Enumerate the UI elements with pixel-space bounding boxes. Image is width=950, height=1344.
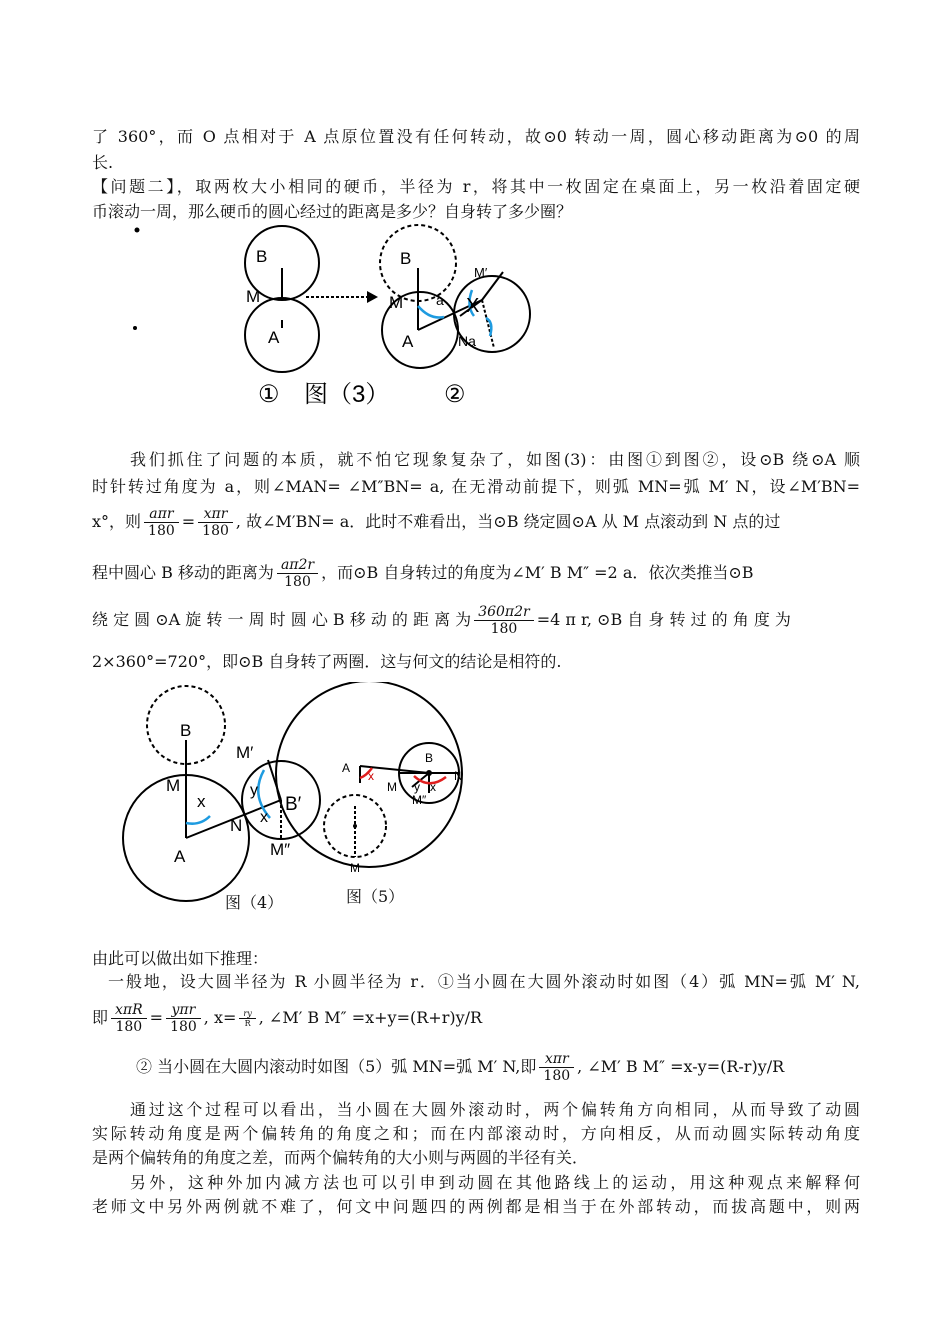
label-a: A [342, 761, 351, 775]
paragraph-line: 了 360°，而 O 点相对于 A 点原位置没有任何转动，故⊙0 转动一周，圆心移动距离为⊙0 的周 [92, 127, 860, 146]
label-a: A [174, 847, 186, 866]
paragraph-line: 即 $\frac{\text{xπR}}{180}$ = $\frac{\text{yπr}}{180}$ , x= $\frac{ry}{R}$ , ∠M′ B M″ =x+y=(R+r)y/R [92, 1002, 483, 1035]
caption-marker: ② [444, 381, 466, 408]
label-m-prime: M′ [474, 265, 488, 280]
caption-marker: ① [258, 381, 280, 408]
label-a-angle: a [436, 292, 444, 308]
label-x: x [430, 780, 436, 794]
fraction: $\frac{\text{xπr}}{180}$ [539, 1051, 574, 1084]
paragraph-line: ② 当小圆在大圆内滚动时如图（5）弧 MN=弧 M′ N,即 $\frac{\text{xπr}}{180}$ , ∠M′ B M″ =x-y=(R-r)y/R [136, 1051, 785, 1084]
circle-a [245, 298, 319, 372]
label-x: x [368, 769, 374, 783]
fraction: $\frac{\text{aπr}}{180}$ [144, 506, 179, 539]
paragraph-line: 由此可以做出如下推理： [92, 949, 269, 968]
label-m-prime: M′ [236, 743, 254, 762]
paragraph-line: 我们抓住了问题的本质，就不怕它现象复杂了，如图(3)：由图①到图②，设⊙B 绕⊙A 顺 [130, 450, 860, 469]
paragraph-line: 另外，这种外加内减方法也可以引申到动圆在其他路线上的运动，用这种观点来解释何 [130, 1173, 860, 1192]
label-m-double-prime: M″ [412, 793, 427, 807]
fraction: $\frac{a\pi 2r}{180}$ [277, 557, 318, 590]
label-na: Na [458, 333, 476, 349]
figure-3 [120, 222, 540, 412]
label-y: y [250, 782, 258, 799]
label-m: M [389, 293, 404, 312]
label-b: B [425, 751, 434, 765]
label-a: A [402, 332, 414, 351]
figure-5-caption: 图（5） [346, 887, 405, 906]
angle-arc [186, 816, 210, 824]
label-b: B [400, 249, 412, 268]
label-a: A [268, 328, 280, 347]
paragraph-line: 程中圆心 B 移动的距离为 $\frac{a\pi 2r}{180}$ ，而⊙B 自身转过的角度为∠M′ B M″ =2 a．依次类推当⊙B [92, 557, 754, 590]
fraction: $\frac{\text{xπr}}{180}$ [198, 506, 233, 539]
label-m: M [246, 287, 261, 306]
paragraph-line: 老师文中另外两例就不难了，何文中问题四的两例都是相当于在外部转动，而拔高题中，则两 [92, 1197, 860, 1216]
fraction: $\frac{ry}{R}$ [239, 1009, 255, 1028]
label-b: B [180, 721, 192, 740]
label-b-prime: B′ [285, 794, 302, 815]
question-line: 【问题二】，取两枚大小相同的硬币，半径为 r，将其中一枚固定在桌面上，另一枚沿着固定硬 [92, 177, 860, 196]
label-y: y [414, 780, 420, 794]
paragraph-line: 实际转动角度是两个偏转角的角度之和；而在内部滚动时，方向相反，从而动圆实际转动角度 [92, 1124, 860, 1143]
paragraph-line: x°，则 $\frac{\text{aπr}}{180}$ = $\frac{\text{xπr}}{180}$ , 故∠M′BN= a．此时不难看出，当⊙B 绕定圆⊙A 从 M 点滚动到 N 点的过 [92, 506, 781, 539]
figure-caption: 图（3） [304, 381, 390, 408]
fraction: $\frac{\text{yπr}}{180}$ [166, 1002, 201, 1035]
label-m: M [166, 776, 181, 795]
label-n: N [230, 816, 243, 835]
paragraph-line: 是两个偏转角的角度之差，而两个偏转角的大小则与两圆的半径有关． [92, 1148, 589, 1167]
fraction: $\frac{\text{xπR}}{180}$ [111, 1002, 147, 1035]
paragraph-line: 绕 定 圆 ⊙A 旋 转 一 周 时 圆 心 B 移 动 的 距 离 为 $\frac{360\pi 2r}{180}$ =4 π r, ⊙B 自 身 转 过 的 角 度 为 [92, 604, 791, 637]
label-b: B [256, 247, 268, 266]
paragraph-line: 2×360°=720°，即⊙B 自身转了两圈．这与何文的结论是相符的. [92, 652, 562, 671]
paragraph-line: 通过这个过程可以看出，当小圆在大圆外滚动时，两个偏转角方向相同，从而导致了动圆 [130, 1100, 860, 1119]
label-x: x [260, 809, 268, 826]
label-x: X [466, 295, 480, 317]
label-m: M [387, 780, 397, 794]
fraction: $\frac{360\pi 2r}{180}$ [474, 604, 534, 637]
paragraph-line: 时针转过角度为 a，则∠MAN= ∠M″BN= a, 在无滑动前提下，则弧 MN=弧 M′ N，设∠M′BN= [92, 477, 860, 496]
label-m: M [350, 861, 360, 875]
label-x: x [197, 792, 206, 811]
bullet-dot [135, 228, 140, 233]
question-line: 币滚动一周，那么硬币的圆心经过的距离是多少？自身转了多少圈？ [92, 202, 573, 221]
figure-4-caption: 图（4） [225, 893, 284, 912]
bullet-dot [133, 326, 137, 330]
paragraph-line: 长. [92, 153, 114, 172]
label-m-double-prime: M″ [270, 840, 291, 859]
paragraph-line: 一般地，设大圆半径为 R 小圆半径为 r．①当小圆在大圆外滚动时如图（4）弧 MN=弧 M′ N, [108, 972, 860, 991]
figures-4-5 [118, 682, 478, 912]
label-n: N [454, 769, 463, 783]
